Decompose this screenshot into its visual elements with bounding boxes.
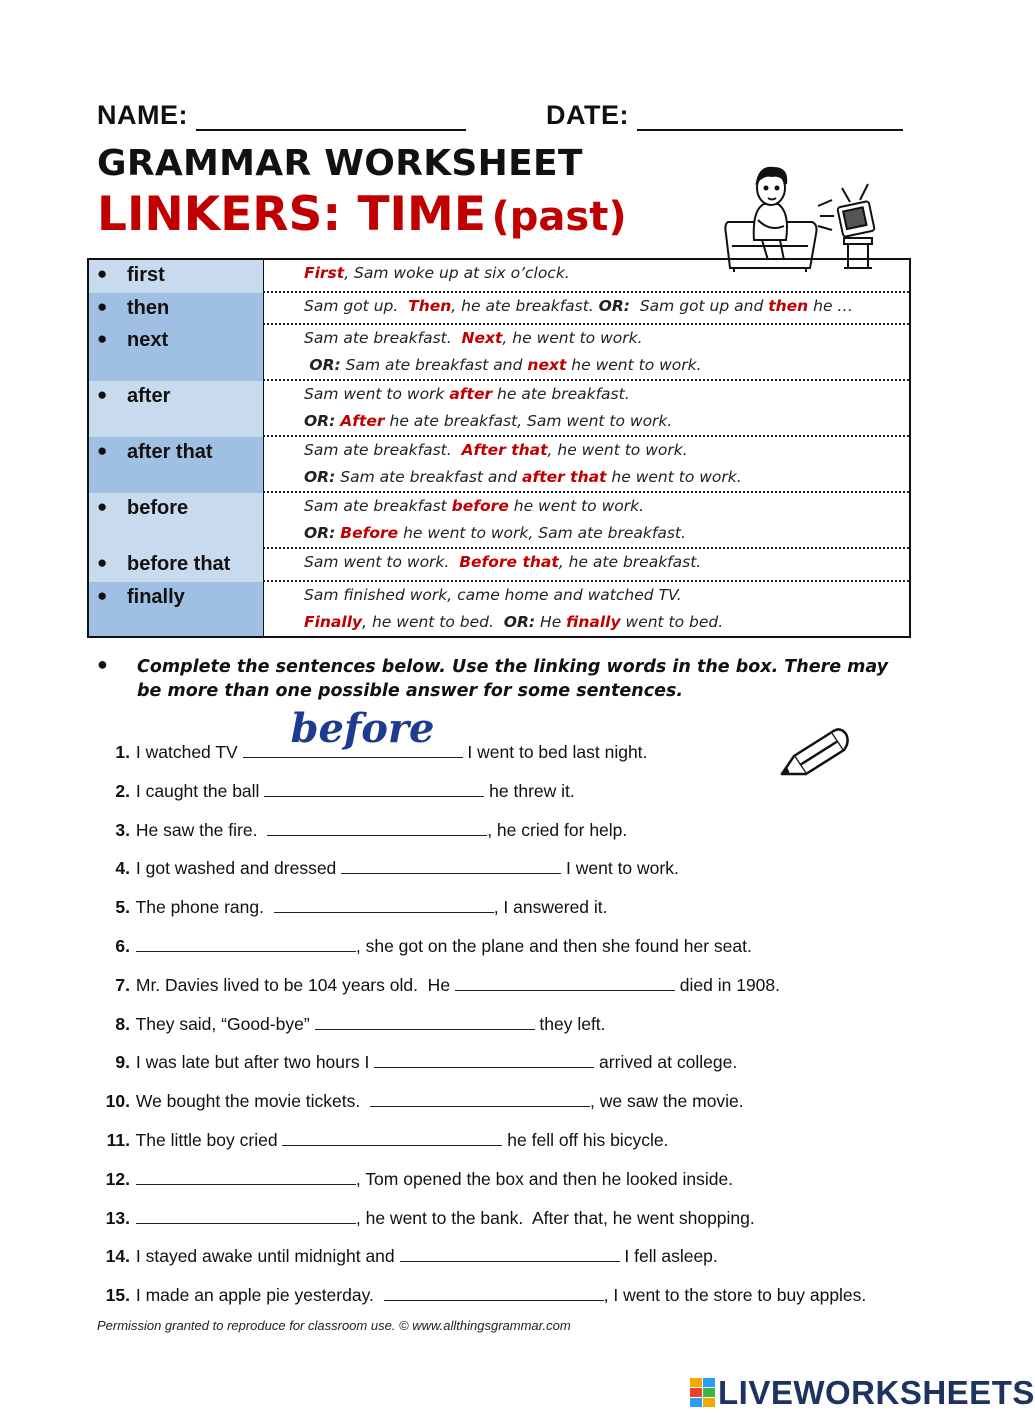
- linker-row: [89, 381, 909, 437]
- linker-row: [89, 493, 909, 549]
- linker-highlight: After that: [461, 441, 548, 459]
- copyright-footer: Permission granted to reproduce for classroom use. © www.allthingsgrammar.com: [97, 1318, 571, 1333]
- linker-highlight: Finally: [304, 613, 363, 631]
- sentence-end: died in 1908.: [674, 974, 781, 995]
- linker-highlight: then: [768, 297, 809, 315]
- example-sentence: [304, 352, 909, 379]
- linker-highlight: next: [527, 356, 567, 374]
- exercise-item: [96, 896, 608, 918]
- answer-blank[interactable]: [374, 1051, 594, 1068]
- sentence-end: , I went to the store to buy apples.: [603, 1285, 867, 1306]
- linker-row: [89, 549, 909, 582]
- sentence-start: I watched TV: [135, 742, 243, 762]
- bullet-icon: ●: [97, 654, 108, 674]
- exercise-number: 11.: [106, 1130, 130, 1150]
- sentence-start: I made an apple pie yesterday.: [135, 1285, 384, 1306]
- example-text: , Sam woke up at six o’clock.: [344, 264, 570, 282]
- exercise-number: 3.: [115, 819, 130, 840]
- answer-blank[interactable]: [136, 1207, 356, 1224]
- exercise-number: 5.: [115, 897, 130, 918]
- or-label: OR:: [304, 412, 336, 430]
- linker-word-cell: [89, 325, 263, 381]
- linker-word-cell: [89, 260, 263, 293]
- linker-word: before that: [127, 553, 231, 575]
- exercise-item: [96, 819, 627, 841]
- example-sentence: [304, 293, 909, 320]
- example-text: Sam got up.: [304, 297, 409, 315]
- example-text: he went to work, Sam ate breakfast.: [398, 524, 686, 542]
- sentence-start: I stayed awake until midnight and: [135, 1246, 400, 1267]
- example-sentence: [304, 408, 909, 435]
- linker-word: after that: [127, 441, 213, 463]
- example-sentence: [304, 493, 909, 520]
- bullet-icon: ●: [97, 329, 108, 348]
- example-text: Sam ate breakfast.: [304, 441, 462, 459]
- bullet-icon: ●: [97, 586, 108, 605]
- exercise-item: [96, 1284, 866, 1306]
- linkers-table: [87, 258, 911, 638]
- example-text: Sam got up and: [629, 297, 769, 315]
- answer-blank[interactable]: [136, 935, 356, 952]
- exercise-number: 14.: [105, 1246, 130, 1267]
- answer-blank[interactable]: [267, 819, 487, 836]
- sentence-start: They said, “Good-bye”: [135, 1013, 315, 1034]
- or-label: OR:: [304, 356, 341, 374]
- answer-blank[interactable]: [282, 1129, 502, 1146]
- sentence-end: , she got on the plane and then she found her seat.: [355, 936, 752, 956]
- example-text: Sam went to work.: [304, 553, 460, 571]
- linker-word-cell: [89, 293, 263, 325]
- example-sentence: [304, 549, 909, 576]
- linker-word: after: [127, 385, 171, 407]
- sentence-end: I went to work.: [561, 858, 679, 879]
- answer-blank[interactable]: [274, 896, 494, 913]
- linker-word-cell: [89, 493, 263, 549]
- linker-word: finally: [127, 586, 185, 608]
- bullet-icon: ●: [97, 264, 108, 283]
- exercise-item: [96, 1051, 737, 1073]
- linker-highlight: After: [340, 412, 385, 430]
- linker-highlight: Before that: [459, 553, 559, 571]
- filled-answer: before: [290, 705, 435, 752]
- answer-blank[interactable]: [455, 974, 675, 991]
- example-text: , he ate breakfast.: [451, 297, 599, 315]
- exercise-number: 12.: [105, 1168, 130, 1189]
- or-label: OR:: [598, 297, 630, 315]
- sentence-end: I fell asleep.: [619, 1246, 718, 1267]
- exercise-number: 6.: [115, 936, 130, 956]
- example-sentence: [304, 381, 909, 408]
- example-sentence: [304, 325, 909, 352]
- exercise-item: [96, 1168, 733, 1190]
- sentence-end: arrived at college.: [594, 1052, 738, 1073]
- linker-example-cell: [263, 293, 909, 325]
- pencil-icon: [778, 722, 852, 778]
- linker-word-cell: [89, 582, 263, 636]
- linker-example-cell: [263, 437, 909, 493]
- sentence-end: he threw it.: [484, 780, 575, 801]
- sentence-end: he fell off his bicycle.: [502, 1130, 669, 1150]
- example-sentence: [304, 464, 909, 491]
- linker-row: [89, 293, 909, 325]
- example-text: he went to work.: [508, 497, 645, 515]
- linker-example-cell: [263, 549, 909, 582]
- linker-row: [89, 325, 909, 381]
- exercise-number: 13.: [105, 1207, 130, 1228]
- topic-title: [97, 187, 627, 242]
- exercise-item: [96, 1013, 606, 1035]
- example-text: He: [535, 613, 567, 631]
- sentence-end: , I answered it.: [493, 897, 608, 918]
- example-text: he went to work.: [566, 356, 702, 374]
- example-text: Sam went to work: [304, 385, 450, 403]
- exercise-number: 7.: [115, 974, 130, 995]
- example-text: Sam ate breakfast.: [304, 329, 462, 347]
- brand-name: LIVEWORKSHEETS: [718, 1374, 1035, 1411]
- linker-word-cell: [89, 549, 263, 582]
- linker-example-cell: [263, 260, 909, 293]
- exercise-item: [96, 1245, 718, 1267]
- or-label: OR:: [304, 468, 336, 486]
- sentence-end: , Tom opened the box and then he looked inside.: [355, 1168, 734, 1189]
- answer-blank[interactable]: [243, 705, 463, 758]
- linker-word: then: [127, 297, 170, 319]
- sentence-end: I went to bed last night.: [462, 742, 648, 762]
- linker-example-cell: [263, 381, 909, 437]
- linker-highlight: Before: [340, 524, 399, 542]
- linker-row: [89, 260, 909, 293]
- sentence-start: The phone rang.: [135, 897, 274, 918]
- example-sentence: [304, 520, 909, 547]
- answer-blank[interactable]: [264, 780, 484, 797]
- linker-example-cell: [263, 582, 909, 636]
- linker-highlight: before: [451, 497, 509, 515]
- exercise-number: 8.: [115, 1013, 130, 1034]
- example-text: he ate breakfast, Sam went to work.: [384, 412, 673, 430]
- sentence-start: The little boy cried: [135, 1130, 283, 1150]
- answer-blank[interactable]: [400, 1245, 620, 1262]
- linker-word: next: [127, 329, 169, 351]
- sentence-start: Mr. Davies lived to be 104 years old. He: [135, 974, 455, 995]
- sentence-start: I got washed and dressed: [135, 858, 342, 879]
- linker-highlight: Next: [461, 329, 503, 347]
- topic-title-main: LINKERS: TIME: [97, 187, 486, 242]
- example-sentence: [304, 437, 909, 464]
- exercise-number: 4.: [115, 858, 130, 879]
- exercise-item: [96, 705, 648, 763]
- answer-blank[interactable]: [315, 1013, 535, 1030]
- exercise-number: 9.: [115, 1052, 130, 1073]
- instruction-text: Complete the sentences below. Use the linking words in the box. There may be more than one possible answer for some sentences.: [137, 657, 889, 701]
- exercise-item: [96, 1129, 668, 1151]
- example-text: he …: [808, 297, 853, 315]
- answer-blank[interactable]: [341, 857, 561, 874]
- exercise-number: 1.: [115, 742, 130, 762]
- topic-title-sub: (past): [491, 194, 627, 240]
- sentence-start: He saw the fire.: [135, 819, 268, 840]
- linker-row: [89, 582, 909, 636]
- example-text: , he went to bed.: [362, 613, 504, 631]
- linker-highlight: First: [304, 264, 345, 282]
- answer-blank[interactable]: [370, 1090, 590, 1107]
- name-input-line[interactable]: [196, 103, 466, 131]
- liveworksheets-logo: [690, 1374, 1035, 1412]
- date-input-line[interactable]: [637, 103, 903, 131]
- example-text: , he went to work.: [502, 329, 643, 347]
- exercise-item: [96, 935, 752, 957]
- liveworksheets-logo-icon: [690, 1378, 716, 1408]
- worksheet-title: GRAMMAR WORKSHEET: [97, 143, 583, 184]
- bullet-icon: ●: [97, 441, 108, 460]
- name-label: NAME:: [97, 100, 188, 130]
- exercise-item: [96, 1207, 755, 1229]
- or-label: OR:: [304, 524, 336, 542]
- answer-blank[interactable]: [136, 1168, 356, 1185]
- example-text: he went to work.: [606, 468, 742, 486]
- name-field: [97, 100, 466, 131]
- answer-blank[interactable]: [384, 1284, 604, 1301]
- example-sentence: [304, 609, 909, 636]
- example-text: , he went to work.: [547, 441, 688, 459]
- linker-example-cell: [263, 325, 909, 381]
- linker-row: [89, 437, 909, 493]
- example-text: Sam ate breakfast and: [335, 468, 522, 486]
- or-label: OR:: [503, 613, 536, 631]
- sentence-start: I was late but after two hours I: [135, 1052, 375, 1073]
- example-text: Sam finished work, came home and watched TV.: [304, 586, 682, 604]
- linker-word-cell: [89, 437, 263, 493]
- sentence-end: , he went to the bank. After that, he went shopping.: [355, 1207, 755, 1228]
- bullet-icon: ●: [97, 497, 108, 516]
- exercise-number: 15.: [105, 1285, 130, 1306]
- linker-word-cell: [89, 381, 263, 437]
- sentence-end: they left.: [534, 1013, 606, 1034]
- exercise-number: 10.: [105, 1091, 130, 1112]
- exercise-number: 2.: [115, 780, 130, 801]
- linker-highlight: finally: [566, 613, 621, 631]
- sentence-start: I caught the ball: [135, 780, 265, 801]
- exercise-item: [96, 1090, 744, 1112]
- date-field: [546, 100, 903, 131]
- linker-example-cell: [263, 493, 909, 549]
- exercise-item: [96, 974, 780, 996]
- linker-word: before: [127, 497, 189, 519]
- sentence-end: , we saw the movie.: [589, 1091, 744, 1112]
- example-text: went to bed.: [620, 613, 724, 631]
- example-text: Sam ate breakfast and: [340, 356, 528, 374]
- sentence-end: , he cried for help.: [487, 819, 628, 840]
- linker-highlight: Then: [408, 297, 452, 315]
- linker-highlight: after: [449, 385, 493, 403]
- bullet-icon: ●: [97, 385, 108, 404]
- exercise-item: [96, 780, 575, 802]
- example-text: Sam ate breakfast: [304, 497, 452, 515]
- linker-highlight: after that: [522, 468, 607, 486]
- example-sentence: [304, 260, 909, 287]
- sentence-start: We bought the movie tickets.: [135, 1091, 370, 1112]
- exercise-item: [96, 857, 679, 879]
- example-text: , he ate breakfast.: [558, 553, 702, 571]
- example-sentence: [304, 582, 909, 609]
- example-text: he ate breakfast.: [492, 385, 630, 403]
- bullet-icon: ●: [97, 553, 108, 572]
- linker-word: first: [127, 264, 165, 286]
- bullet-icon: ●: [97, 297, 108, 316]
- date-label: DATE:: [546, 100, 629, 130]
